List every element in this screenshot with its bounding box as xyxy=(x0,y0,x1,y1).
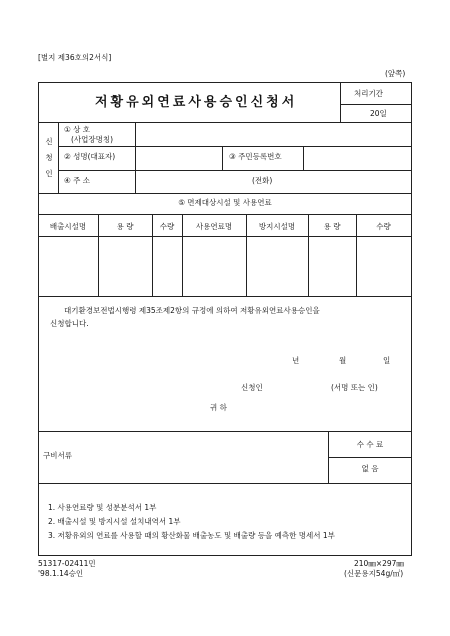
col-capacity-2: 용 량 xyxy=(323,222,341,231)
statement-bottom xyxy=(38,431,412,432)
side-label: (앞쪽) xyxy=(385,69,406,78)
fee-row-divider xyxy=(328,457,412,458)
name-divider xyxy=(222,146,223,170)
statement-line2: 신청합니다. xyxy=(50,319,89,328)
form-number: [별지 제36호의2서식] xyxy=(38,53,112,62)
footer-paper-type: (신문용지54g/㎡) xyxy=(344,569,404,578)
statement-line1: 대기환경보전법시행령 제35조제2항의 규정에 의하여 저황유외연료사용승인을 xyxy=(64,306,320,315)
phone-label: (전화) xyxy=(252,176,273,185)
documents-bottom xyxy=(38,483,412,484)
name-label: ② 성명(대표자) xyxy=(64,152,116,161)
recipient-label: 귀 하 xyxy=(210,403,227,412)
address-label: ④ 주 소 xyxy=(64,176,90,185)
footer-paper-size: 210㎜×297㎜ xyxy=(354,559,404,568)
footer-code: 51317-02411민 xyxy=(38,559,96,568)
frame-left xyxy=(38,82,39,556)
applicant-bottom xyxy=(38,193,412,194)
trade-name-field[interactable] xyxy=(137,124,409,145)
date-day: 일 xyxy=(383,356,391,365)
form-title: 저황유외연료사용승인신청서 xyxy=(95,95,298,110)
title-bottom xyxy=(38,122,412,123)
title-divider xyxy=(340,82,341,122)
processing-period-label: 처리기간 xyxy=(354,89,383,98)
facility-data-area[interactable] xyxy=(40,238,410,294)
date-month: 월 xyxy=(339,356,347,365)
resident-no-divider xyxy=(303,146,304,170)
applicant-section-label: 신 청 인 xyxy=(45,137,53,178)
col-emission-facility: 배출시설명 xyxy=(49,222,87,231)
frame-right xyxy=(411,82,412,556)
applicant-divider xyxy=(58,122,59,193)
trade-name-sub-label: (사업장명칭) xyxy=(71,135,114,144)
signature-note: (서명 또는 인) xyxy=(331,383,378,392)
date-year: 년 xyxy=(292,356,300,365)
facility-section-title: ⑤ 면제대상시설 및 사용연료 xyxy=(178,198,272,207)
col-capacity: 용 량 xyxy=(116,222,134,231)
frame-bottom xyxy=(38,555,412,556)
frame-top xyxy=(38,82,412,83)
col-quantity: 수량 xyxy=(159,222,175,231)
address-field[interactable] xyxy=(137,172,409,192)
attachment-item-1: 1. 사용연료량 및 성분분석서 1부 xyxy=(48,503,157,512)
facility-bottom xyxy=(38,296,412,297)
name-field[interactable] xyxy=(137,148,221,169)
applicant-label-divider xyxy=(135,122,136,193)
applicant-row2-bottom xyxy=(58,170,412,171)
footer-approval: '98.1.14승인 xyxy=(38,569,84,578)
period-divider xyxy=(340,104,411,105)
col-prevention-facility: 방지시설명 xyxy=(258,222,296,231)
fee-value: 없 음 xyxy=(361,464,379,473)
col-quantity-2: 수량 xyxy=(376,222,391,231)
signature-applicant-label: 신청인 xyxy=(241,383,263,392)
resident-no-field[interactable] xyxy=(305,148,409,169)
attachment-item-2: 2. 배출시설 및 방지시설 설치내역서 1부 xyxy=(48,517,181,526)
attachment-item-3: 3. 저황유외의 연료를 사용할 때의 황산화물 배출농도 및 배출량 등을 예측한 명세서 1부 xyxy=(48,531,335,540)
col-fuel-name: 사용연료명 xyxy=(195,222,233,231)
trade-name-label: ① 상 호 xyxy=(64,125,90,134)
processing-period-value: 20일 xyxy=(370,109,387,118)
documents-label: 구비서류 xyxy=(43,451,72,460)
resident-no-label: ③ 주민등록번호 xyxy=(229,152,282,161)
applicant-row1-bottom xyxy=(58,146,412,147)
fee-label: 수 수 료 xyxy=(356,440,384,449)
